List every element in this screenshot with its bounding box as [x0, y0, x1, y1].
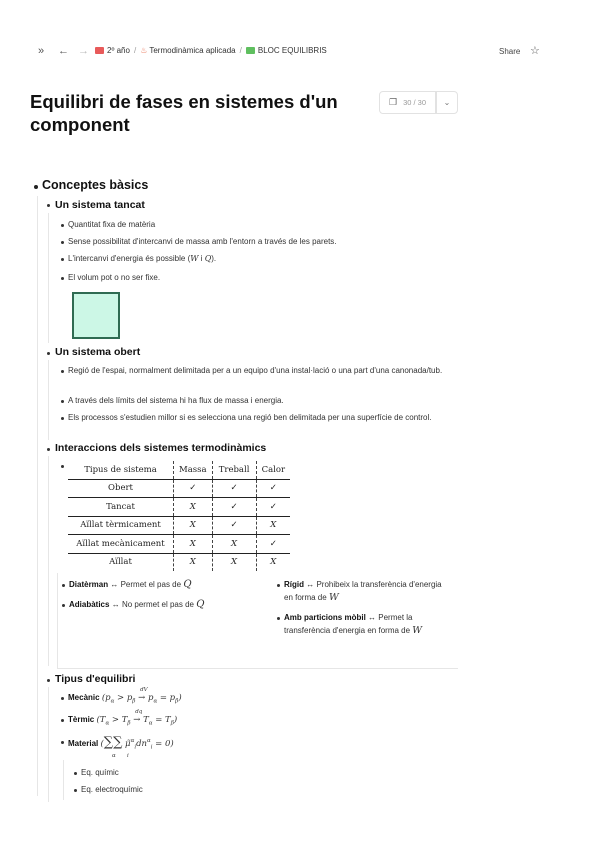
list-item: A través dels límits del sistema hi ha flux de massa i energia. [68, 396, 284, 405]
share-button[interactable]: Share [499, 47, 521, 56]
bullet [277, 617, 280, 620]
folder-icon [95, 47, 104, 54]
bullet [61, 241, 64, 244]
bullet [61, 465, 64, 468]
table-cell: Aïllat [68, 553, 174, 571]
list-item: Eq. químic [81, 768, 119, 777]
bullet [61, 400, 64, 403]
table-cell: X [256, 516, 290, 535]
bullet [61, 370, 64, 373]
interaction-table [68, 461, 290, 571]
back-arrow-icon[interactable]: ← [58, 45, 69, 57]
bullet [47, 679, 50, 682]
table-header: Massa [174, 461, 213, 479]
breadcrumb-separator: / [239, 46, 242, 55]
table-row [68, 498, 290, 517]
table-row [68, 553, 290, 571]
bullet [62, 604, 65, 607]
table-row [68, 479, 290, 498]
eq-termic: Tèrmic ($T_\alpha > T_\beta$ dq → $T_\alpha = T_\beta$) [68, 709, 178, 727]
table-header-row [68, 461, 290, 479]
pages-icon: ❐ [388, 97, 398, 107]
bullet [47, 448, 50, 451]
breadcrumb-item-bloc[interactable]: BLOC EQUILIBRIS [246, 46, 327, 55]
bullet [61, 224, 64, 227]
bullet [47, 204, 50, 207]
breadcrumb [95, 46, 327, 55]
list-item: Quantitat fixa de matèria [68, 220, 156, 229]
table-cell: X [212, 553, 256, 571]
sum-index-i: i [127, 753, 129, 759]
forward-arrow-icon[interactable]: → [78, 45, 89, 57]
def-adiabatics: Adiabàtics ↔ No permet el pas de Q [69, 599, 205, 610]
bullet [74, 789, 77, 792]
table-cell: ✓ [256, 479, 290, 498]
eq-termic-formula: ($T_\alpha > T_\beta$ dq → $T_\alpha = T_\beta$) [96, 709, 178, 727]
bullet [47, 352, 50, 355]
table-cell: ✓ [212, 479, 256, 498]
double-chevron-right-icon[interactable]: » [38, 45, 45, 57]
table-header: Tipus de sistema [68, 461, 174, 479]
def-diaterman: Diatèrman ↔ Permet el pas de Q [69, 579, 192, 590]
bullet [277, 584, 280, 587]
page-title: Equilibri de fases en sistemes d'un component [30, 91, 338, 135]
def-rigid: Rígid ↔ Prohibeix la transferència d'energia en forma de W [284, 580, 442, 603]
def-mobil: Amb particions mòbil ↔ Permet la transferència d'energia en forma de W [284, 613, 423, 636]
heading-interaccions: Interaccions dels sistemes termodinàmics [55, 442, 267, 454]
table-cell: X [270, 557, 277, 568]
nesting-line [48, 456, 49, 666]
table-cell: X [174, 553, 213, 571]
table-header: Treball [212, 461, 256, 479]
table-cell: ✓ [174, 479, 213, 498]
table-row [68, 535, 290, 554]
table-cell: ✓ [256, 498, 290, 517]
list-item: Els processos s'estudien millor si es selecciona una regió ben delimitada per una superfície de control. [68, 413, 432, 422]
bullet [61, 277, 64, 280]
bullet [34, 185, 38, 189]
table-cell: ✓ [212, 516, 256, 535]
chevron-down-icon[interactable]: ⌄ [436, 91, 458, 114]
bullet [61, 741, 64, 744]
star-icon[interactable]: ☆ [530, 45, 540, 57]
nesting-line [37, 196, 38, 796]
bullet [61, 719, 64, 722]
flame-icon: ♨ [140, 46, 148, 55]
table-cell: Obert [68, 479, 174, 498]
list-item: El volum pot o no ser fixe. [68, 273, 161, 282]
heading-tipus-equilibri: Tipus d'equilibri [55, 673, 136, 685]
breadcrumb-item-year[interactable]: 2º año [95, 46, 130, 55]
table-cell: X [174, 516, 213, 535]
table-cell: ✓ [256, 535, 290, 554]
eq-mecanic-formula: ($p_\alpha > p_\beta$ dV → $p_\alpha = p_\beta$) [101, 687, 182, 705]
nesting-line [48, 360, 49, 440]
table-cell: Aïllat tèrmicament [68, 516, 174, 535]
table-header: Calor [256, 461, 290, 479]
nesting-line [48, 213, 49, 343]
list-item: Regió de l'espai, normalment delimitada per a un equipo d'una instal·lació o una part d'una canonada/tub. [68, 366, 443, 375]
list-item: L'intercanvi d'energia és possible (W i Q). [68, 254, 217, 263]
table-cell: X [174, 535, 213, 554]
bullet [74, 772, 77, 775]
closed-system-square [72, 292, 120, 339]
sum-index-alpha: α [112, 753, 116, 759]
table-cell: X [174, 498, 213, 517]
eq-mecanic: Mecànic ($p_\alpha > p_\beta$ dV → $p_\alpha = p_\beta$) [68, 687, 182, 705]
folder-icon [246, 47, 255, 54]
bullet [61, 258, 64, 261]
nesting-line [63, 760, 64, 800]
list-item: Sense possibilitat d'intercanvi de massa amb l'entorn a través de les parets. [68, 237, 337, 246]
breadcrumb-separator: / [133, 46, 137, 55]
heading-sistema-tancat: Un sistema tancat [55, 199, 145, 211]
top-bar [0, 40, 600, 64]
table-cell: Aïllat mecànicament [68, 535, 174, 554]
eq-material-formula: (∑∑ $\mũ^\alpha_idn^\alpha_i = 0$) [100, 734, 174, 751]
table-cell: X [212, 535, 256, 554]
list-item: Eq. electroquímic [81, 785, 143, 794]
nesting-line [48, 687, 49, 802]
heading-sistema-obert: Un sistema obert [55, 346, 141, 358]
bullet [61, 697, 64, 700]
bullet [62, 584, 65, 587]
bullet [61, 417, 64, 420]
table-cell: Tancat [68, 498, 174, 517]
breadcrumb-item-course[interactable]: ♨ Termodinàmica aplicada [140, 46, 236, 55]
table-row [68, 516, 290, 535]
page-counter[interactable]: ❐ 30 / 30 [379, 91, 436, 114]
table-cell: ✓ [212, 498, 256, 517]
eq-material: Material (∑∑ $\mũ^\alpha_idn^\alpha_i = 0$) [68, 734, 174, 751]
section-heading-conceptes: Conceptes bàsics [42, 178, 149, 192]
